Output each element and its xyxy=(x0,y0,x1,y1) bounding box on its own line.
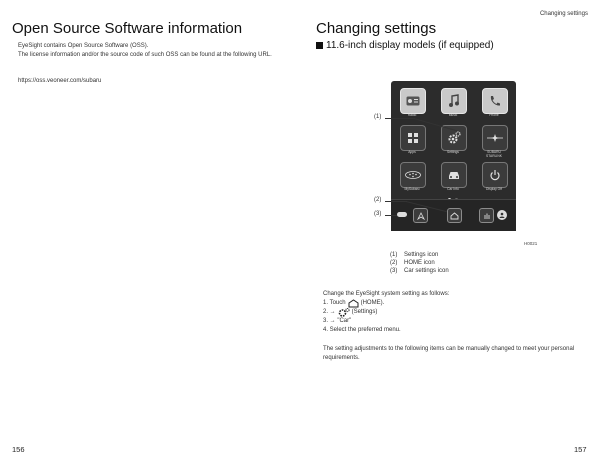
oss-paragraph-1: EyeSight contains Open Source Software (OSS). xyxy=(18,43,149,49)
figure-code: H0021 xyxy=(524,241,538,246)
starlink-tile[interactable] xyxy=(482,125,508,151)
step-1-suffix: (HOME). xyxy=(360,300,385,306)
car-info-tile[interactable] xyxy=(441,162,467,188)
legend-item xyxy=(390,267,449,275)
step-1-prefix: 1. Touch xyxy=(323,300,346,306)
hand-icon xyxy=(483,212,491,220)
left-page-number: 156 xyxy=(12,445,25,454)
step-2-prefix: 2. → xyxy=(323,309,336,315)
radio-icon xyxy=(406,96,420,106)
legend-text: Settings icon xyxy=(404,252,439,258)
step-2-suffix: (Settings) xyxy=(351,309,378,315)
gear-icon xyxy=(338,308,350,317)
leader-line-1a xyxy=(385,118,415,119)
legend-num: (2) xyxy=(390,260,398,266)
leader-line-2a xyxy=(385,201,407,202)
callout-3: (3) xyxy=(374,211,382,217)
gear-icon xyxy=(447,131,461,145)
phone-tile[interactable] xyxy=(482,88,508,114)
instruction-steps xyxy=(323,290,585,335)
navigation-icon xyxy=(417,212,425,220)
legend-item xyxy=(390,259,449,267)
bottom-dock xyxy=(391,199,516,231)
car-info-tile-label: Car Info xyxy=(447,187,459,191)
right-page-title: Changing settings xyxy=(316,20,437,37)
mysubaru-icon xyxy=(405,171,421,179)
legend-text: Car settings icon xyxy=(404,268,449,274)
oss-url-link[interactable]: https://oss.veoneer.com/subaru xyxy=(18,78,102,84)
mysubaru-tile[interactable] xyxy=(400,162,426,188)
profile-button[interactable] xyxy=(497,210,507,220)
climate-button[interactable] xyxy=(479,208,494,223)
bullet-square-icon xyxy=(316,42,323,49)
phone-tile-label: Phone xyxy=(489,113,499,117)
legend-text: HOME icon xyxy=(404,260,435,266)
phone-icon xyxy=(489,95,501,107)
running-header: Changing settings xyxy=(539,11,588,17)
legend-num: (3) xyxy=(390,268,398,274)
starlink-logo-icon xyxy=(487,134,503,142)
legend-item xyxy=(390,251,449,259)
starlink-tile-label: SUBARU STARLINK xyxy=(486,150,502,158)
step-4: 4. Select the preferred menu. xyxy=(323,327,401,333)
display-off-tile[interactable] xyxy=(482,162,508,188)
apps-tile[interactable] xyxy=(400,125,426,151)
navigation-button[interactable] xyxy=(413,208,428,223)
right-page-number: 157 xyxy=(574,445,587,454)
home-button[interactable] xyxy=(447,208,462,223)
radio-tile-label: Radio xyxy=(407,113,417,117)
display-screen-figure xyxy=(391,81,516,230)
left-page-title: Open Source Software information xyxy=(12,20,243,37)
leader-line-3 xyxy=(385,215,397,216)
display-off-tile-label: Display Off xyxy=(485,187,503,191)
step-1 xyxy=(323,299,585,308)
section-subtitle xyxy=(316,40,494,51)
music-tile[interactable] xyxy=(441,88,467,114)
note-paragraph: The setting adjustments to the following items can be manually changed to meet your personal requirements. xyxy=(323,346,575,361)
home-icon xyxy=(348,299,359,308)
person-icon xyxy=(499,212,505,218)
section-subtitle-text: 11.6-inch display models (if equipped) xyxy=(326,40,494,51)
steps-intro: Change the EyeSight system setting as follows: xyxy=(323,291,450,297)
step-3: 3. → "Car" xyxy=(323,318,352,324)
apps-icon xyxy=(407,132,419,144)
radio-tile[interactable] xyxy=(400,88,426,114)
callout-1: (1) xyxy=(374,114,382,120)
step-2 xyxy=(323,308,585,317)
settings-tile-label: Settings xyxy=(447,150,459,154)
music-tile-label: Music xyxy=(448,113,458,117)
home-icon xyxy=(450,212,459,220)
figure-legend xyxy=(390,251,449,275)
legend-num: (1) xyxy=(390,252,398,258)
music-note-icon xyxy=(448,94,460,108)
car-icon xyxy=(447,170,461,180)
car-settings-icon[interactable] xyxy=(397,212,407,217)
mysubaru-tile-label: MySubaru xyxy=(404,187,420,191)
callout-2: (2) xyxy=(374,197,382,203)
oss-paragraph-2: The license information and/or the source code of such OSS can be found at the following URL. xyxy=(18,52,272,58)
apps-tile-label: Apps xyxy=(408,150,416,154)
power-icon xyxy=(489,169,501,181)
